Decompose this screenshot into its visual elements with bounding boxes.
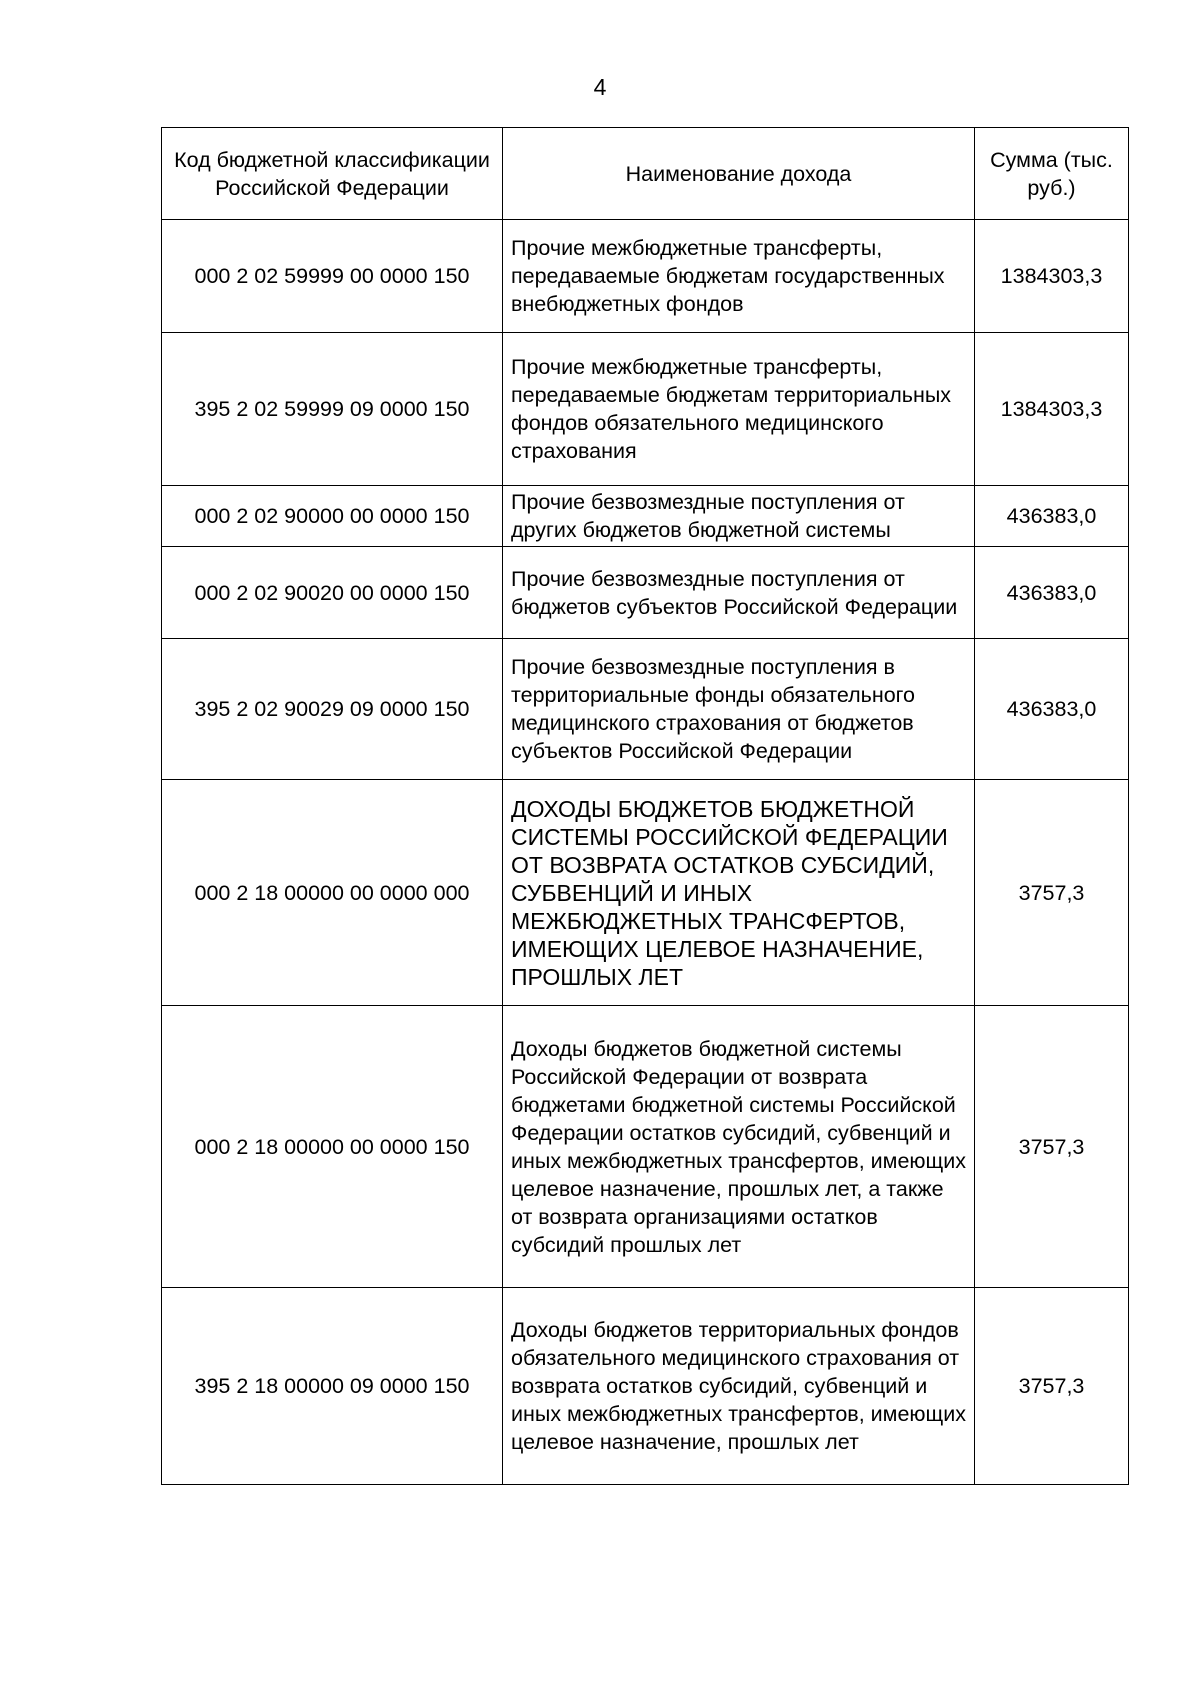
row-sum: 1384303,3: [975, 220, 1129, 333]
row-sum: 436383,0: [975, 486, 1129, 547]
table-row: [162, 1006, 1129, 1288]
header-code: Код бюджетной классификации Российской Федерации: [162, 128, 503, 220]
row-name: Прочие межбюджетные трансферты, передаваемые бюджетам территориальных фондов обязательного медицинского страхования: [503, 333, 975, 486]
row-name: Доходы бюджетов бюджетной системы Российской Федерации от возврата бюджетами бюджетной системы Российской Федерации остатков субсидий, субвенций и иных межбюджетных трансфертов, имеющих целевое назначение, прошлых лет, а также от возврата организациями остатков субсидий прошлых лет: [503, 1006, 975, 1288]
row-sum: 3757,3: [975, 1288, 1129, 1485]
income-table: [161, 127, 1129, 1485]
row-name: Прочие безвозмездные поступления от других бюджетов бюджетной системы: [503, 486, 975, 547]
row-code: 395 2 02 59999 09 0000 150: [162, 333, 503, 486]
row-code: 395 2 02 90029 09 0000 150: [162, 639, 503, 780]
table-row: [162, 220, 1129, 333]
header-sum: Сумма (тыс. руб.): [975, 128, 1129, 220]
header-name: Наименование дохода: [503, 128, 975, 220]
table-row: [162, 1288, 1129, 1485]
row-code: 000 2 02 90020 00 0000 150: [162, 547, 503, 639]
row-sum: 3757,3: [975, 1006, 1129, 1288]
row-code: 000 2 02 90000 00 0000 150: [162, 486, 503, 547]
row-code: 000 2 18 00000 00 0000 150: [162, 1006, 503, 1288]
table-row: [162, 639, 1129, 780]
row-code: 000 2 18 00000 00 0000 000: [162, 780, 503, 1006]
table-header-row: [162, 128, 1129, 220]
table-row: [162, 333, 1129, 486]
row-code: 395 2 18 00000 09 0000 150: [162, 1288, 503, 1485]
row-name: Прочие безвозмездные поступления от бюджетов субъектов Российской Федерации: [503, 547, 975, 639]
row-name: Доходы бюджетов территориальных фондов обязательного медицинского страхования от возврата остатков субсидий, субвенций и иных межбюджетных трансфертов, имеющих целевое назначение, прошлых лет: [503, 1288, 975, 1485]
page-number: 4: [593, 74, 607, 100]
row-sum: 436383,0: [975, 547, 1129, 639]
row-name: Прочие межбюджетные трансферты, передаваемые бюджетам государственных внебюджетных фондов: [503, 220, 975, 333]
table-row: [162, 780, 1129, 1006]
row-sum: 1384303,3: [975, 333, 1129, 486]
row-sum: 436383,0: [975, 639, 1129, 780]
row-name: ДОХОДЫ БЮДЖЕТОВ БЮДЖЕТНОЙ СИСТЕМЫ РОССИЙСКОЙ ФЕДЕРАЦИИ ОТ ВОЗВРАТА ОСТАТКОВ СУБСИДИЙ, СУБВЕНЦИЙ И ИНЫХ МЕЖБЮДЖЕТНЫХ ТРАНСФЕРТОВ, ИМЕЮЩИХ ЦЕЛЕВОЕ НАЗНАЧЕНИЕ, ПРОШЛЫХ ЛЕТ: [503, 780, 975, 1006]
table-row: [162, 486, 1129, 547]
row-sum: 3757,3: [975, 780, 1129, 1006]
row-code: 000 2 02 59999 00 0000 150: [162, 220, 503, 333]
row-name: Прочие безвозмездные поступления в территориальные фонды обязательного медицинского страхования от бюджетов субъектов Российской Федерации: [503, 639, 975, 780]
table-row: [162, 547, 1129, 639]
